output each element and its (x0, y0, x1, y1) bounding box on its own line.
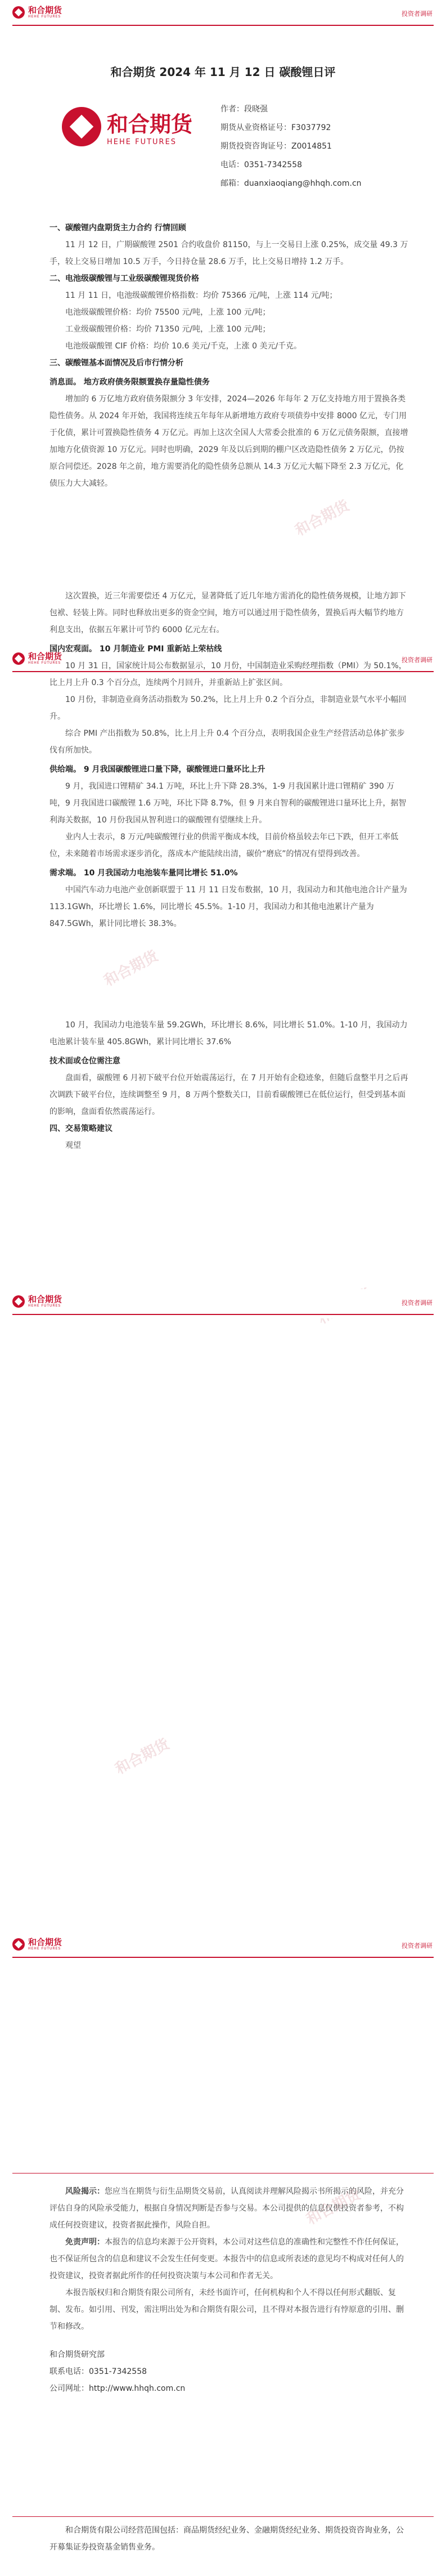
page-4-header (0, 1932, 446, 1961)
paragraph: 电池级碳酸锂 CIF 价格：均价 10.6 美元/千克，上涨 0 美元/千克。 (65, 342, 302, 351)
brand-name-cn: 和合期货 (28, 1294, 62, 1304)
subsection-heading: 需求端。 10 月我国动力电池装车量同比增长 51.0% (49, 869, 238, 878)
author-name: 作者：段晓强 (220, 105, 268, 114)
contact-website: 公司网址：http://www.hhqh.com.cn (49, 2384, 186, 2393)
section-heading: 一、碳酸锂内盘期货主力合约 行情回顾 (49, 223, 186, 232)
brand-name-cn: 和合期货 (28, 651, 62, 661)
disclaimer-divider (12, 2173, 434, 2174)
disclaimer (49, 2183, 409, 2397)
brand-name-en: HEHE FUTURES (28, 1304, 61, 1308)
page-3-header (0, 1289, 446, 1318)
subsection-heading: 供给端。 9 月我国碳酸锂进口量下降，碳酸锂进口量环比上升 (49, 765, 265, 774)
brand-logo-icon (12, 1295, 25, 1308)
brand-name-en: HEHE FUTURES (28, 1947, 61, 1951)
watermark: 和合期货 (112, 1736, 173, 1778)
author-info (220, 100, 362, 193)
report-title: 和合期货 2024 年 11 月 12 日 碳酸锂日评 (110, 65, 336, 79)
intro-divider (12, 2516, 434, 2517)
header-right-label: 投资者调研 (402, 1299, 433, 1307)
brand-name-cn: 和合期货 (28, 5, 62, 15)
qualification-number: 期货从业资格证号：F3037792 (220, 123, 331, 132)
consulting-number: 期货投资咨询证号：Z0014851 (220, 142, 332, 151)
paragraph: 9 月，我国进口锂精矿 34.1 万吨，环比上升下降 28.3%，1-9 月我国累计进口锂精矿 390 万吨，9 月我国进口碳酸锂 1.6 万吨，环比下降 8.7%，但 9 月来自智利的碳酸锂进口量环比上升，据智利海关数据，10 月份我国从智利进口的碳酸锂有望继续上升。 (49, 782, 407, 825)
watermark: 和合期货 (101, 947, 161, 990)
paragraph: 增加的 6 万亿地方政府债务限额分 3 年安排，2024—2026 年每年 2 万亿支持地方用于置换各类隐性债务。从 2024 年开始，我国将连续五年每年从新增地方政府专项债券中安排 8000 亿元，专门用于化债，累计可置换隐性债务 4 万亿元。再加上这次全国人大常委会批准的 6 万亿元债务限额，直接增加地方化债资源 10 万亿元。同时也明确，2029 年及以后到期的棚户区改造隐性债务 2 万亿元，仍按原合同偿还。2028 年之前，地方需要消化的隐性债务总额从 14.3 万亿元大幅下降至 2.3 万亿元，化债压力大大减轻。 (49, 395, 408, 488)
header-logo (12, 1295, 62, 1308)
paragraph: 业内人士表示，8 万元/吨碳酸锂行业的供需平衡成本线，目前价格虽较去年已下跌，但开工率低位，未来随着市场需求逐步消化，落成本产能陆续出清，碳价“磨底”的情况有望得到改善。 (49, 833, 399, 858)
exemption-statement: 免责声明：本报告的信息均来源于公开资料，本公司对这些信息的准确性和完整性不作任何保证，也不保证所包含的信息和建议不会发生任何变更。本报告中的信息或所表述的意见均不构成对任何人的投资建议，投资者据此所作的任何投资决策与本公司和作者无关。 (49, 2238, 404, 2280)
cover-brand-cn: 和合期货 (107, 112, 193, 137)
watermark: 和合期货 (292, 497, 353, 540)
paragraph: 11 月 11 日，电池级碳酸锂价格指数：均价 75366 元/吨，上涨 114 元/吨； (65, 291, 337, 300)
company-intro: 和合期货有限公司经营范围包括：商品期货经纪业务、金融期货经纪业务、期货投资咨询业务，公开募集证券投资基金销售业务。 (49, 2526, 404, 2552)
page-header (0, 0, 446, 29)
brand-name-cn: 和合期货 (28, 1937, 62, 1947)
cover-logo (62, 107, 192, 146)
risk-disclosure: 风险揭示：您应当在期货与衍生品期货交易前，认真阅读并理解风险揭示书所揭示的风险，并充分评估自身的风险承受能力，根据自身情况判断是否参与交易。本公司提供的信息仅供投资者参考，不构成任何投资建议，投资者据此操作，风险自担。 (49, 2187, 404, 2230)
header-right-label: 投资者调研 (402, 656, 433, 664)
brand-logo-icon (12, 6, 25, 19)
contact-phone: 联系电话：0351-7342558 (49, 2367, 147, 2376)
paragraph: 中国汽车动力电池产业创新联盟于 11 月 11 日发布数据，10 月，我国动力和其他电池合计产量为 113.1GWh，环比增长 1.6%，同比增长 45.5%。1-10 月，我国动力和其他电池累计产量为 847.5GWh，累计同比增长 38.3%。 (49, 886, 407, 928)
paragraph: 11 月 12 日，广期碳酸锂 2501 合约收盘价 81150，与上一交易日上涨 0.25%，成交量 49.3 万手，较上交易日增加 10.5 万手，今日持仓量 28.6 万手，比上交易日增持 1.2 万手。 (49, 240, 408, 266)
email: 邮箱：duanxiaoqiang@hhqh.com.cn (220, 179, 362, 188)
contact-block (49, 2346, 409, 2397)
paragraph: 10 月 31 日，国家统计局公布数据显示，10 月份，中国制造业采购经理指数（PMI）为 50.1%，比上月上升 0.3 个百分点，连续两个月回升，并重新站上扩张区间。 (49, 661, 407, 687)
header-right-label: 投资者调研 (402, 10, 433, 17)
paragraph: 工业级碳酸锂价格：均价 71350 元/吨，上涨 100 元/吨； (65, 325, 271, 334)
brand-logo-icon (12, 652, 25, 665)
phone: 电话：0351-7342558 (220, 160, 303, 169)
paragraph: 观望 (65, 1141, 81, 1150)
contact-dept: 和合期货研究部 (49, 2350, 105, 2359)
header-logo (12, 1938, 62, 1951)
paragraph: 这次置换，近三年需要偿还 4 万亿元，显著降低了近几年地方需消化的隐性债务规模，让地方卸下包袱、轻装上阵。同时也释放出更多的资金空间，地方可以通过用于隐性债务，置换后再大幅节约地方利息支出，依据五年累计可节约 6000 亿元左右。 (49, 592, 406, 634)
brand-logo-icon (12, 1938, 25, 1951)
section-heading: 三、碳酸锂基本面情况及后市行情分析 (49, 359, 183, 368)
header-divider (12, 25, 434, 26)
header-logo (12, 6, 62, 19)
header-divider (12, 1957, 434, 1958)
cover-brand-en: HEHE FUTURES (107, 138, 177, 146)
paragraph: 10 月，我国动力电池装车量 59.2GWh，环比增长 8.6%，同比增长 51.0%。1-10 月，我国动力电池累计装车量 405.8GWh，累计同比增长 37.6% (49, 1021, 408, 1046)
paragraph: 盘面看，碳酸锂 6 月初下破平台位开始震荡运行，在 7 月开始有企稳迹象，但随后盘整半月之后再次调跌下破平台位，连续调整至 9 月，8 万两个整数关口，目前看碳酸锂已在低位运行，但受到基本面的影响，盘面看依然震荡运行。 (49, 1074, 408, 1116)
cover-logo-icon (62, 107, 101, 146)
subsection-heading: 消息面。 地方政府债务限额置换存量隐性债务 (49, 378, 210, 387)
copyright-statement: 本报告版权归和合期货有限公司所有，未经书面许可，任何机构和个人不得以任何形式翻版、复制、发布。如引用、刊发，需注明出处为和合期货有限公司，且不得对本报告进行有悖原意的引用、删节和修改。 (49, 2288, 404, 2331)
subsection-heading: 国内宏观面。 10 月制造业 PMI 重新站上荣枯线 (49, 645, 222, 654)
paragraph: 综合 PMI 产出指数为 50.8%，比上月上升 0.4 个百分点，表明我国企业生产经营活动总体扩张步伐有所加快。 (49, 729, 405, 755)
subsection-heading: 技术面或仓位需注意 (49, 1057, 120, 1066)
section-heading: 二、电池级碳酸锂与工业级碳酸锂现货价格 (49, 274, 199, 283)
report-body (49, 220, 409, 1154)
watermark: 和合期货 (304, 2186, 364, 2229)
header-divider (12, 1314, 434, 1315)
paragraph: 10 月份，非制造业商务活动指数为 50.2%，比上月上升 0.2 个百分点，非制造业景气水平小幅回升。 (49, 695, 407, 721)
brand-name-en: HEHE FUTURES (28, 661, 61, 665)
section-heading: 四、交易策略建议 (49, 1124, 112, 1133)
paragraph: 电池级碳酸锂价格：均价 75500 元/吨，上涨 100 元/吨； (65, 308, 271, 317)
brand-name-en: HEHE FUTURES (28, 15, 61, 19)
header-right-label: 投资者调研 (402, 1942, 433, 1949)
